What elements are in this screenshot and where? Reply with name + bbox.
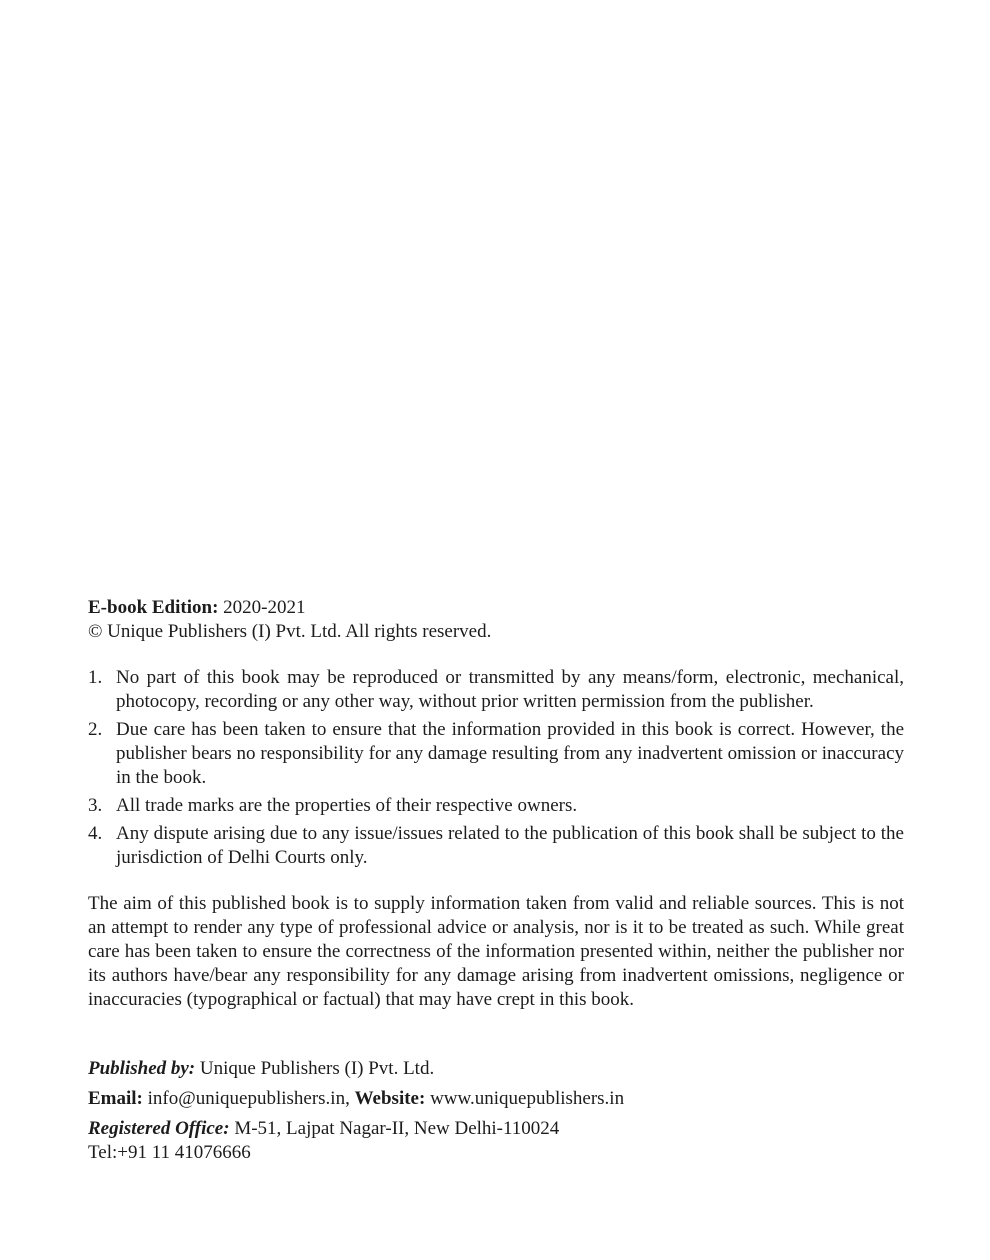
email-website-line bbox=[88, 1087, 904, 1111]
list-item-text: Any dispute arising due to any issue/issues related to the publication of this book shall be subject to the jurisdiction of Delhi Courts only. bbox=[116, 823, 904, 868]
copyright-line: © Unique Publishers (I) Pvt. Ltd. All rights reserved. bbox=[88, 621, 492, 642]
publisher-block bbox=[88, 1057, 904, 1165]
email-label: Email: bbox=[88, 1088, 143, 1109]
list-item bbox=[88, 822, 904, 870]
list-item-text: All trade marks are the properties of their respective owners. bbox=[116, 795, 578, 816]
list-item bbox=[88, 718, 904, 790]
list-item bbox=[88, 794, 904, 818]
website-value: www.uniquepublishers.in bbox=[425, 1088, 625, 1109]
list-item-number: 2. bbox=[88, 719, 103, 740]
edition-block bbox=[88, 596, 904, 644]
disclaimer-paragraph: The aim of this published book is to supply information taken from valid and reliable sources. This is not an attempt to render any type of professional advice or analysis, nor is it to be treated as such. While great care has been taken to ensure the correctness of the information presented within, neither the publisher nor its authors have/bear any responsibility for any damage arising from inadvertent omissions, negligence or inaccuracies (typographical or factual) that may have crept in this book. bbox=[88, 893, 904, 1010]
copyright-content bbox=[88, 596, 904, 1165]
list-item-number: 1. bbox=[88, 667, 103, 688]
list-item-number: 4. bbox=[88, 823, 103, 844]
published-by-label: Published by: bbox=[88, 1058, 196, 1079]
edition-label: E-book Edition: bbox=[88, 597, 219, 618]
list-item-number: 3. bbox=[88, 795, 103, 816]
registered-office-value: M-51, Lajpat Nagar-II, New Delhi-110024 bbox=[229, 1118, 560, 1139]
edition-line bbox=[88, 596, 904, 620]
registered-office-label: Registered Office: bbox=[88, 1118, 230, 1139]
published-by-line bbox=[88, 1057, 904, 1081]
list-item-text: No part of this book may be reproduced or transmitted by any means/form, electronic, mechanical, photocopy, recording or any other way, without prior written permission from the publisher. bbox=[116, 667, 904, 712]
edition-value: 2020-2021 bbox=[218, 597, 306, 618]
legal-notices-list bbox=[88, 666, 904, 870]
website-label: Website: bbox=[354, 1088, 426, 1109]
registered-office-line bbox=[88, 1117, 904, 1141]
telephone-line: Tel:+91 11 41076666 bbox=[88, 1142, 251, 1163]
list-item bbox=[88, 666, 904, 714]
published-by-value: Unique Publishers (I) Pvt. Ltd. bbox=[195, 1058, 435, 1079]
email-value: info@uniquepublishers.in, bbox=[142, 1088, 355, 1109]
list-item-text: Due care has been taken to ensure that the information provided in this book is correct. However, the publisher bears no responsibility for any damage resulting from any inadvertent omission or inaccuracy in the book. bbox=[116, 719, 904, 788]
